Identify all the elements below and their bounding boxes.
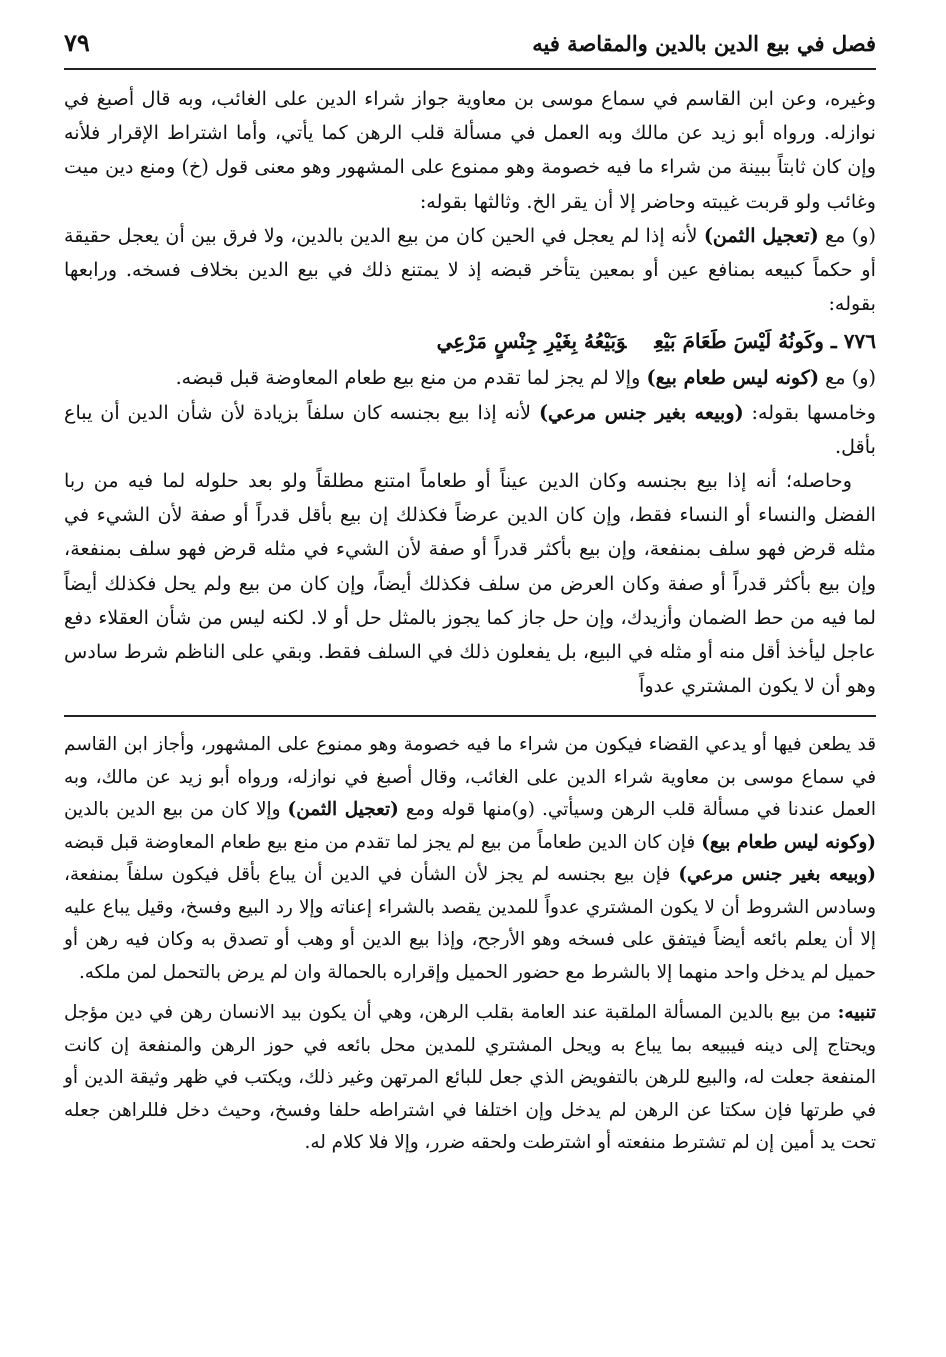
verse-line	[64, 321, 876, 361]
page-header	[64, 28, 876, 70]
keyword: (كونه ليس طعام بيع)	[646, 366, 820, 390]
paragraph: وخامسها بقوله: (وبيعه بغير جنس مرعي) لأنه إذا بيع بجنسه كان سلفاً بزيادة لأن شأن الدين أن يباع بأقل.	[64, 400, 876, 458]
keyword: (وبيعه بغير جنس مرعي)	[678, 864, 876, 886]
footnote-divider	[64, 715, 876, 717]
paragraph: (و) مع (كونه ليس طعام بيع) وإلا لم يجز لما تقدم من منع بيع طعام المعاوضة قبل قبضه.	[175, 366, 876, 390]
paragraph: وحاصله؛ أنه إذا بيع بجنسه وكان الدين عيناً أو طعاماً امتنع مطلقاً ولو بعد حلوله لما فيه من ربا الفضل والنساء أو النساء فقط، وإن كان الدين عرضاً فكذلك إن بيع بأقل قدراً أو صفة لأن الشيء في مثله قرض فهو سلف بمنفعة، وإن بيع بأكثر قدراً أو صفة لأن الشيء في مثله قرض فهو سلف بمنفعة، وإن بيع بأكثر قدراً أو صفة وكان العرض من سلف فكذلك أيضاً، وإن كان من بيع ولم يحل فكذلك أيضاً لما فيه من حط الضمان وأزيدك، وإن حل جاز كما يجوز بالمثل حل أو لا. لكنه ليس من شأن العقلاء دفع عاجل ليأخذ أقل منه أو مثله في البيع، بل يفعلون ذلك في السلف فقط. وبقي على الناظم شرط سادس وهو أن لا يكون المشتري عدواً	[64, 469, 876, 698]
notice-label: تنبيه:	[837, 1002, 876, 1024]
keyword: (وكونه ليس طعام بيع)	[701, 831, 877, 853]
verse-first-hemistich: ٧٧٦ ـ وكَونُهُ لَيْسَ طَعَامَ بَيْعِ	[654, 329, 876, 354]
verse-second-hemistich: وَبَيْعُهُ بِغَيْرِ جِنْسٍ مَرْعِي	[436, 329, 627, 354]
keyword: (وبيعه بغير جنس مرعي)	[538, 400, 744, 424]
paragraph: وغيره، وعن ابن القاسم في سماع موسى بن معاوية جواز شراء الدين على الغائب، وبه قال أصبغ في نوازله. ورواه أبو زيد عن مالك وبه العمل في مسألة قلب الرهن كما يأتي، وأما اشتراط الإقرار فلأنه وإن كان ثابتاً ببينة من شراء ما فيه خصومة وهو ممنوع على المشهور وهو معنى قول (خ) ومنع دين ميت وغائب ولو قربت غيبته وحاضر إلا أن يقر الخ. وثالثها بقوله:	[64, 87, 876, 213]
main-text	[64, 82, 876, 703]
paragraph: (و) مع (تعجيل الثمن) لأنه إذا لم يعجل في الحين كان من بيع الدين بالدين، ولا فرق بين أن يعجل حقيقة أو حكماً كبيعه بمنافع عين أو بمعين يتأخر قبضه إذ لا يمتنع ذلك في بيع الدين بخلاف فسخه. ورابعها بقوله:	[64, 223, 876, 316]
keyword: (تعجيل الثمن)	[287, 799, 399, 821]
footnote-section	[64, 729, 876, 1160]
keyword: (تعجيل الثمن)	[703, 223, 819, 247]
notice-paragraph: تنبيه: من بيع بالدين المسألة الملقبة عند العامة بقلب الرهن، وهي أن يكون بيد الانسان رهن في دين مؤجل ويحتاج إلى دينه فيبيعه بما يباع به ويحل المشتري للمدين محل بائعه في حوز الرهن والمنفعة إن كانت المنفعة جعلت له، والبيع للرهن بالتفويض الذي جعل للبائع المرتهن وغير ذلك، ويكتب في ظهر وثيقة الدين أو في طرتها فإن سكتا عن الرهن لم يدخل وإن اختلفا في اشتراطه حلفا وفسخ، وحيث دخل فللراهن جعله تحت يد أمين إن لم تشترط منفعته أو اشترطت ولحقه ضرر، وإلا فلا كلام له.	[64, 1002, 876, 1154]
running-head: فصل في بيع الدين بالدين والمقاصة فيه	[532, 31, 876, 56]
page-number: ٧٩	[64, 28, 90, 57]
footnote-paragraph: قد يطعن فيها أو يدعي القضاء فيكون من شراء ما فيه خصومة وهو ممنوع على المشهور، وأجاز ابن القاسم في سماع موسى بن معاوية شراء الدين على الغائب، وقال أصبغ في نوازله، ورواه أبو زيد عن مالك، وبه العمل عندنا في مسألة قلب الرهن وسيأتي. (و)منها قوله ومع (تعجيل الثمن) وإلا كان من بيع الدين بالدين (وكونه ليس طعام بيع) فإن كان الدين طعاماً من بيع لم يجز لما تقدم من منع بيع طعام المعاوضة قبل قبضه (وبيعه بغير جنس مرعي) فإن بيع بجنسه لم يجز لأن الشأن في الدين أن يباع بأقل فيكون سلفاً بمنفعة، وسادس الشروط أن لا يكون المشتري عدواً للمدين يقصد بالشراء إعناته وإلا رد البيع وفسخ، وقيل يباع عليه إلا أن يعلم بائعه أيضاً فيتفق على فسخه وهو الأرجح، وإذا بيع الدين أو وهب أو تصدق به وكان فيه رهن أو حميل لم يدخل واحد منهما إلا بالشرط مع حضور الحميل وإقراره بالحمالة وان لم يرض بالتحمل لمن ملكه.	[64, 734, 877, 983]
